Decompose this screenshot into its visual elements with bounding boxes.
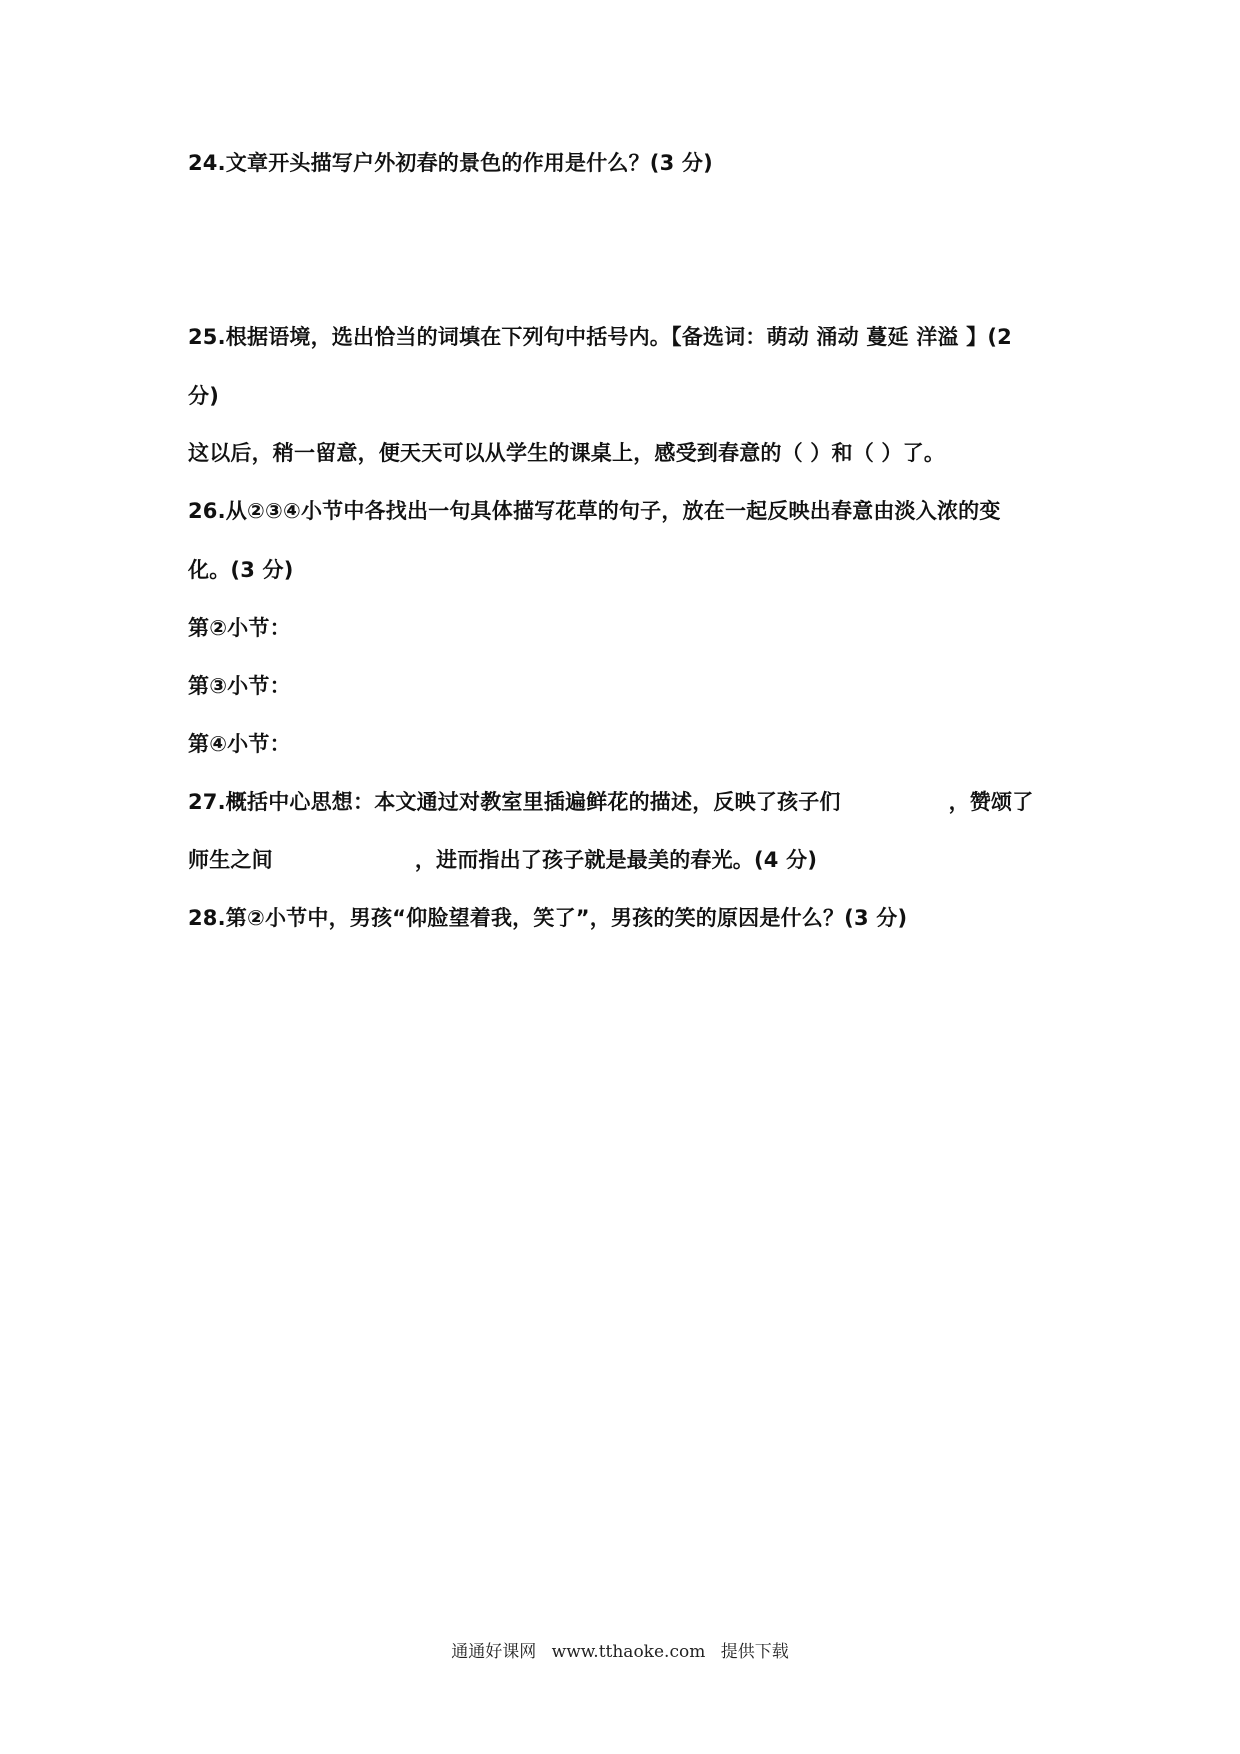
question-27-text-b: ，赞颂了 (948, 790, 1034, 814)
question-26-line-2: 化。(3 分) (188, 558, 294, 582)
question-24: 24.文章开头描写户外初春的景色的作用是什么？(3 分) (188, 151, 713, 175)
question-27-text-c: 师生之间 (188, 848, 273, 872)
question-25-sentence: 这以后，稍一留意，便天天可以从学生的课桌上，感受到春意的（ ）和（ ）了。 (188, 441, 946, 465)
question-26-line-1: 26.从②③④小节中各找出一句具体描写花草的句子，放在一起反映出春意由淡入浓的变 (188, 499, 1001, 523)
page-footer (0, 1640, 1240, 1664)
question-26-section-4-label: 第④小节： (188, 732, 291, 756)
question-25-line-2: 分) (188, 384, 219, 408)
question-25-line-1: 25.根据语境，选出恰当的词填在下列句中括号内。【备选词：萌动 涌动 蔓延 洋溢 】(2 (188, 325, 1012, 349)
footer-suffix: 提供下载 (720, 1642, 789, 1662)
question-27-line-2 (188, 845, 1068, 875)
question-27-text-d: ，进而指出了孩子就是最美的春光。(4 分) (414, 848, 818, 872)
question-27-text-a: 27.概括中心思想：本文通过对教室里插遍鲜花的描述，反映了孩子们 (188, 790, 841, 814)
question-26-section-3-label: 第③小节： (188, 674, 291, 698)
footer-site-name: 通通好课网 (451, 1642, 537, 1662)
footer-url-link[interactable]: www.tthaoke.com (551, 1642, 706, 1662)
question-26-section-2-label: 第②小节： (188, 616, 291, 640)
question-27-line-1 (188, 787, 1068, 817)
question-28: 28.第②小节中，男孩“仰脸望着我，笑了”，男孩的笑的原因是什么？(3 分) (188, 906, 908, 930)
